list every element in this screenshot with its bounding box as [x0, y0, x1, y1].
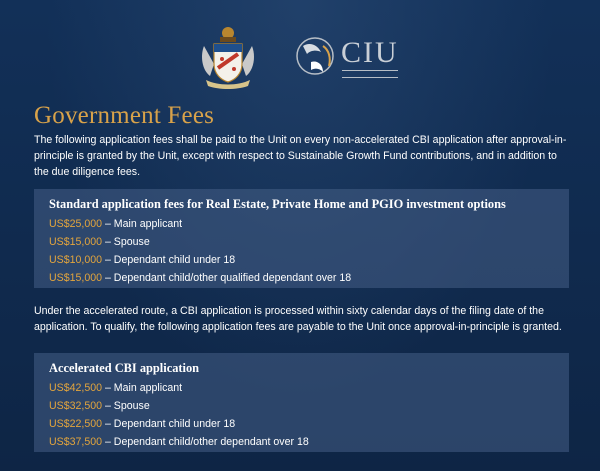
list-item — [49, 397, 309, 415]
fee-amount: US$42,500 — [49, 382, 103, 394]
header-logos — [0, 22, 600, 92]
list-item — [49, 251, 351, 269]
fee-label: – Dependant child/other dependant over 18 — [102, 436, 309, 448]
accelerated-fees-list — [49, 379, 309, 451]
list-item — [49, 379, 309, 397]
fee-amount: US$15,000 — [49, 272, 103, 284]
fee-amount: US$37,500 — [49, 436, 103, 448]
ciu-logo-underline — [342, 70, 398, 78]
fee-amount: US$15,000 — [49, 236, 103, 248]
standard-fees-list — [49, 215, 351, 287]
fee-label: – Spouse — [102, 400, 150, 412]
standard-fees-box — [34, 189, 569, 288]
fee-label: – Main applicant — [102, 218, 183, 230]
ciu-emblem-icon — [293, 32, 339, 88]
fee-label: – Dependant child under 18 — [102, 418, 236, 430]
list-item — [49, 215, 351, 233]
fee-label: – Dependant child/other qualified dependant over 18 — [102, 272, 352, 284]
ciu-logo — [293, 32, 403, 88]
standard-fees-title: Standard application fees for Real Estate, Private Home and PGIO investment options — [49, 197, 506, 211]
coat-of-arms-logo — [198, 24, 258, 90]
fee-amount: US$25,000 — [49, 218, 103, 230]
fee-amount: US$22,500 — [49, 418, 103, 430]
accelerated-fees-title: Accelerated CBI application — [49, 361, 200, 375]
fee-label: – Spouse — [102, 236, 150, 248]
list-item — [49, 415, 309, 433]
list-item — [49, 433, 309, 451]
accelerated-intro-paragraph: Under the accelerated route, a CBI application is processed within sixty calendar days of the filing date of the application. To qualify, the following application fees are payable to the Unit once approval-in-principle is granted. — [34, 305, 562, 333]
intro-paragraph: The following application fees shall be paid to the Unit on every non-accelerated CBI application after approval-in-principle is granted by the Unit, except with respect to Sustainable Growth Fund contributions, and in addition to the due diligence fees. — [34, 134, 567, 178]
page-title: Government Fees — [34, 102, 215, 129]
fee-label: – Main applicant — [102, 382, 183, 394]
list-item — [49, 233, 351, 251]
accelerated-fees-box — [34, 353, 569, 452]
ciu-logo-text: CIU — [341, 36, 399, 69]
fee-amount: US$32,500 — [49, 400, 103, 412]
fee-label: – Dependant child under 18 — [102, 254, 236, 266]
fee-amount: US$10,000 — [49, 254, 103, 266]
list-item — [49, 269, 351, 287]
